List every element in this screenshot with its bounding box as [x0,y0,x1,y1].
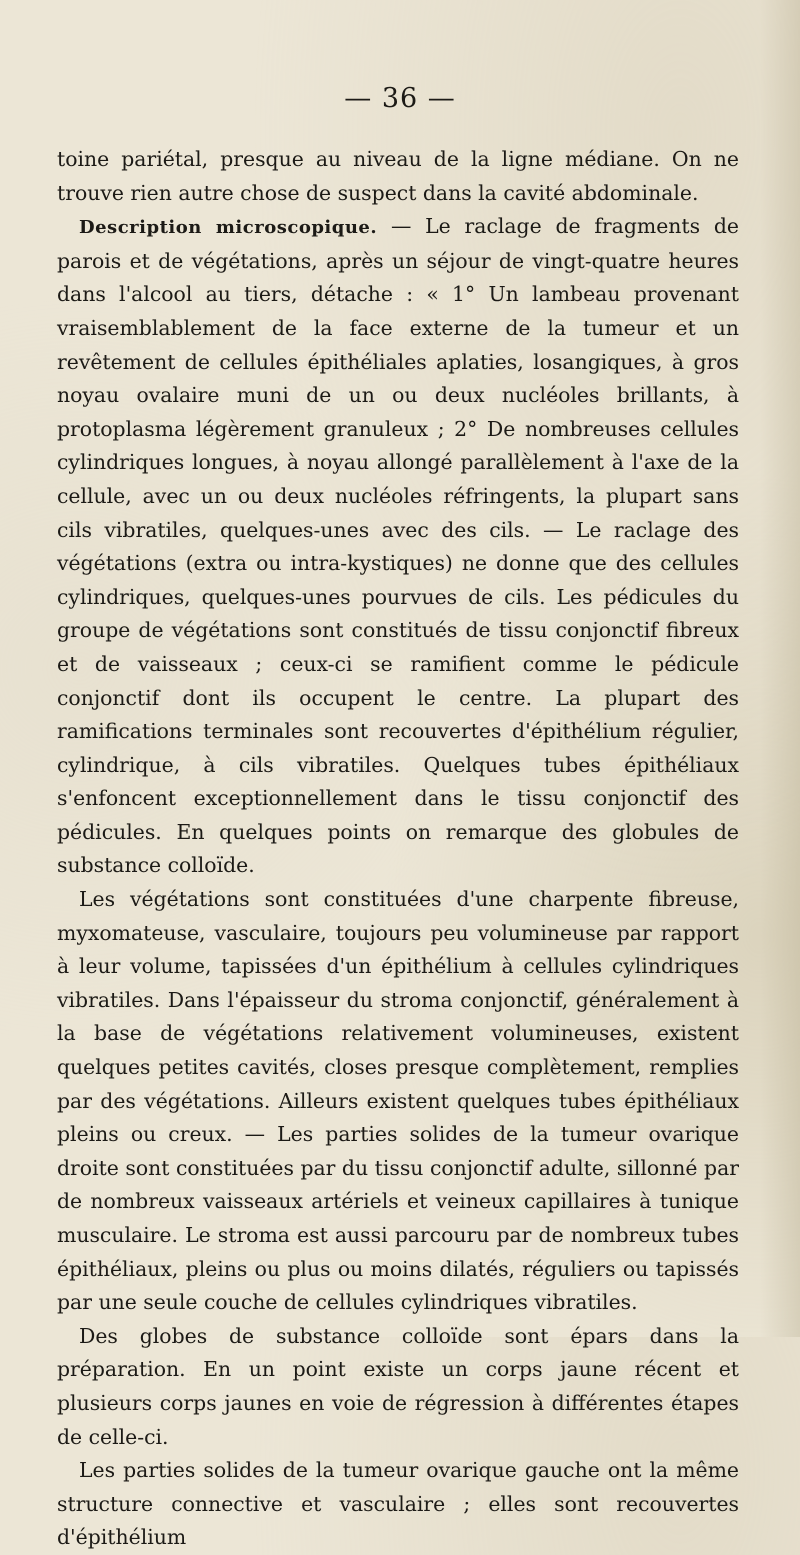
paragraph-colloid-globes: Des globes de substance colloïde sont épars dans la préparation. En un point existe un corps jaune récent et plusieurs corps jaunes en voie de régression à différentes étapes de celle-ci. [57,1323,739,1449]
paragraph-microscopic-text: — Le raclage de fragments de parois et de végétations, après un séjour de vingt-quatre heures dans l'alcool au tiers, détache : « 1° Un lambeau provenant vraisemblablement de la face externe de la tumeur et un revêtement de cellules épithéliales aplaties, losangiques, à gros noyau ovalaire muni de un ou deux nucléoles brillants, à protoplasma légèrement granuleux ; 2° De nombreuses cellules cylindriques longues, à noyau allongé parallèlement à l'axe de la cellule, avec un ou deux nucléoles réfringents, la plupart sans cils vibratiles, quelques-unes avec des cils. — Le raclage des végétations (extra ou intra-kystiques) ne donne que des cellules cylindriques, quelques-unes pourvues de cils. Les pédicules du groupe de végétations sont constitués de tissu conjonctif fibreux et de vaisseaux ; ceux-ci se ramifient comme le pédicule conjonctif dont ils occupent le centre. La plupart des ramifications terminales sont recouvertes d'épithélium régulier, cylindrique, à cils vibratiles. Quelques tubes épithéliaux s'enfoncent exceptionnellement dans le tissu conjonctif des pédicules. En quelques points on remarque des globules de substance colloïde. [57,214,739,878]
paragraph-left-tumor: Les parties solides de la tumeur ovarique gauche ont la même structure connective et vasculaire ; elles sont recouvertes d'épithélium [57,1458,739,1550]
paper-stain [760,0,800,1337]
paragraph-continuation: toine pariétal, presque au niveau de la ligne médiane. On ne trouve rien autre chose de suspect dans la cavité abdominale. [57,147,739,205]
body-text [57,143,739,1555]
paragraph-microscopic-description [57,210,739,883]
page-number: — 36 — [344,83,456,114]
section-heading: Description microscopique. [79,217,378,239]
paragraph-vegetations: Les végétations sont constituées d'une charpente fibreuse, myxomateuse, vasculaire, toujours peu volumineuse par rapport à leur volume, tapissées d'un épithélium à cellules cylindriques vibratiles. Dans l'épaisseur du stroma conjonctif, généralement à la base de végétations relativement volumineuses, existent quelques petites cavités, closes presque complètement, remplies par des végétations. Ailleurs existent quelques tubes épithéliaux pleins ou creux. — Les parties solides de la tumeur ovarique droite sont constituées par du tissu conjonctif adulte, sillonné par de nombreux vaisseaux artériels et veineux capillaires à tunique musculaire. Le stroma est aussi parcouru par de nombreux tubes épithéliaux, pleins ou plus ou moins dilatés, réguliers ou tapissés par une seule couche de cellules cylindriques vibratiles. [57,887,739,1315]
